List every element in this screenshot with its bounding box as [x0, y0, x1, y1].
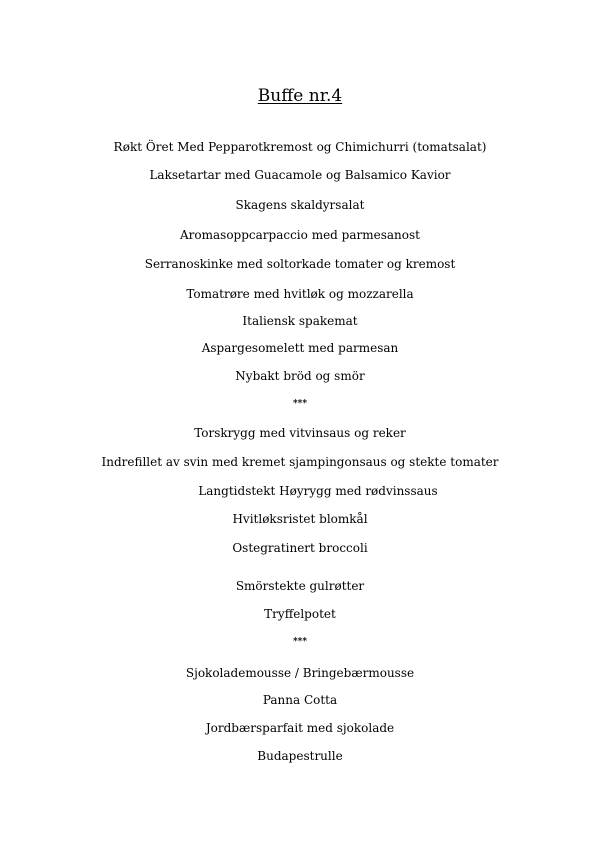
- menu-item: Italiensk spakemat: [242, 314, 358, 328]
- menu-title: Buffe nr.4: [257, 86, 343, 106]
- menu-item: Serranoskinke med soltorkade tomater og kremost: [144, 257, 456, 271]
- menu-item: Laksetartar med Guacamole og Balsamico Kavior: [149, 168, 451, 182]
- menu-item: Jordbærsparfait med sjokolade: [205, 721, 395, 735]
- menu-item: Ostegratinert broccoli: [232, 541, 368, 555]
- menu-item: Nybakt bröd og smör: [235, 369, 365, 383]
- menu-item: Smörstekte gulrøtter: [235, 579, 365, 593]
- menu-item: Sjokolademousse / Bringebærmousse: [185, 666, 415, 680]
- menu-item: Skagens skaldyrsalat: [235, 198, 365, 212]
- menu-item: Langtidstekt Høyrygg med rødvinssaus: [198, 484, 438, 498]
- menu-item: Aspargesomelett med parmesan: [201, 341, 399, 355]
- menu-item: Hvitløksristet blomkål: [232, 512, 368, 526]
- menu-item: Panna Cotta: [262, 693, 338, 707]
- menu-item: Torskrygg med vitvinsaus og reker: [194, 426, 406, 440]
- section-separator: ***: [292, 637, 308, 647]
- menu-item: Indrefillet av svin med kremet sjampingonsaus og stekte tomater: [101, 455, 499, 469]
- menu-item: Budapestrulle: [257, 749, 343, 763]
- menu-item: Røkt Öret Med Pepparotkremost og Chimichurri (tomatsalat): [113, 140, 487, 154]
- menu-item: Tomatrøre med hvitløk og mozzarella: [186, 287, 414, 301]
- section-separator: ***: [292, 399, 308, 409]
- menu-item: Tryffelpotet: [264, 607, 336, 621]
- menu-item: Aromasoppcarpaccio med parmesanost: [180, 228, 420, 242]
